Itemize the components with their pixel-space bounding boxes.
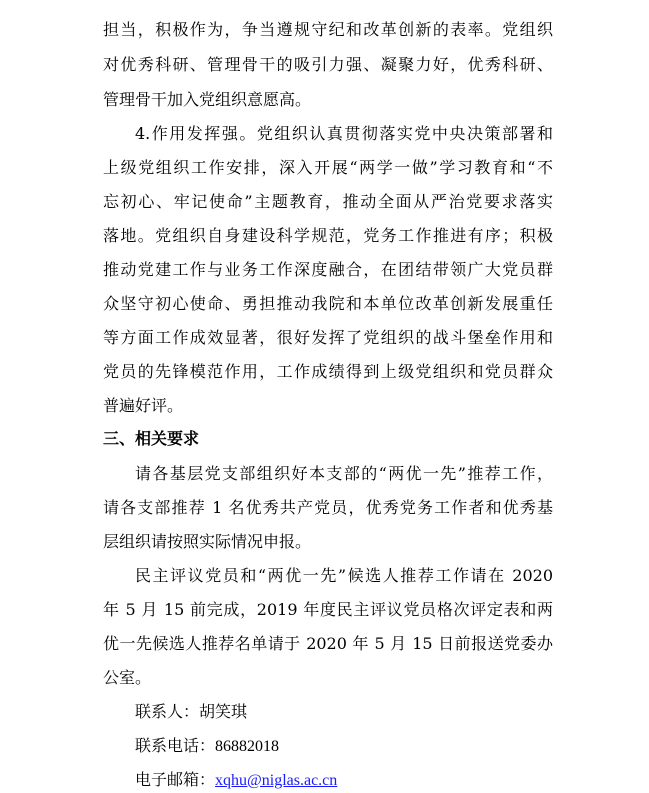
paragraph-line: 上级党组织工作安排，深入开展“两学一做”学习教育和“不 xyxy=(103,158,553,177)
section-heading: 三、相关要求 xyxy=(103,429,200,448)
paragraph-line: 党员的先锋模范作用，工作成绩得到上级党组织和党员群众 xyxy=(103,362,553,381)
paragraph-line: 请各基层党支部组织好本支部的“两优一先”推荐工作， xyxy=(135,464,553,483)
contact-email xyxy=(135,770,555,791)
paragraph-line: 年 5 月 15 前完成，2019 年度民主评议党员格次评定表和两 xyxy=(103,600,553,619)
contact-person-name: 胡笑琪 xyxy=(199,702,248,721)
paragraph-line: 层组织请按照实际情况申报。 xyxy=(103,532,312,551)
paragraph-line: 推动党建工作与业务工作深度融合，在团结带领广大党员群 xyxy=(103,260,553,279)
paragraph-line: 担当，积极作为，争当遵规守纪和改革创新的表率。党组织 xyxy=(103,20,553,39)
paragraph-line: 4.作用发挥强。党组织认真贯彻落实党中央决策部署和 xyxy=(135,124,553,143)
contact-phone-number: 86882018 xyxy=(215,738,280,755)
paragraph-line: 请各支部推荐 1 名优秀共产党员，优秀党务工作者和优秀基 xyxy=(103,498,553,517)
contact-person-label: 联系人： xyxy=(135,702,200,721)
paragraph-line: 众坚守初心使命、勇担推动我院和本单位改革创新发展重任 xyxy=(103,294,553,313)
paragraph-line: 优一先候选人推荐名单请于 2020 年 5 月 15 日前报送党委办 xyxy=(103,634,553,653)
contact-phone-label: 联系电话： xyxy=(135,736,216,755)
paragraph-line: 忘初心、牢记使命”主题教育，推动全面从严治党要求落实 xyxy=(103,192,553,211)
contact-phone xyxy=(135,736,555,757)
paragraph-line: 普遍好评。 xyxy=(103,396,184,415)
paragraph-line: 民主评议党员和“两优一先”候选人推荐工作请在 2020 xyxy=(135,566,553,585)
paragraph-line: 公室。 xyxy=(103,668,152,687)
paragraph-line: 对优秀科研、管理骨干的吸引力强、凝聚力好，优秀科研、 xyxy=(103,55,553,74)
paragraph-line: 等方面工作成效显著，很好发挥了党组织的战斗堡垒作用和 xyxy=(103,328,553,347)
paragraph-line: 落地。党组织自身建设科学规范，党务工作推进有序；积极 xyxy=(103,226,553,245)
contact-email-label: 电子邮箱： xyxy=(135,770,216,789)
contact-person xyxy=(135,702,555,722)
email-link[interactable]: xqhu@niglas.ac.cn xyxy=(215,772,338,789)
paragraph-line: 管理骨干加入党组织意愿高。 xyxy=(103,90,312,109)
